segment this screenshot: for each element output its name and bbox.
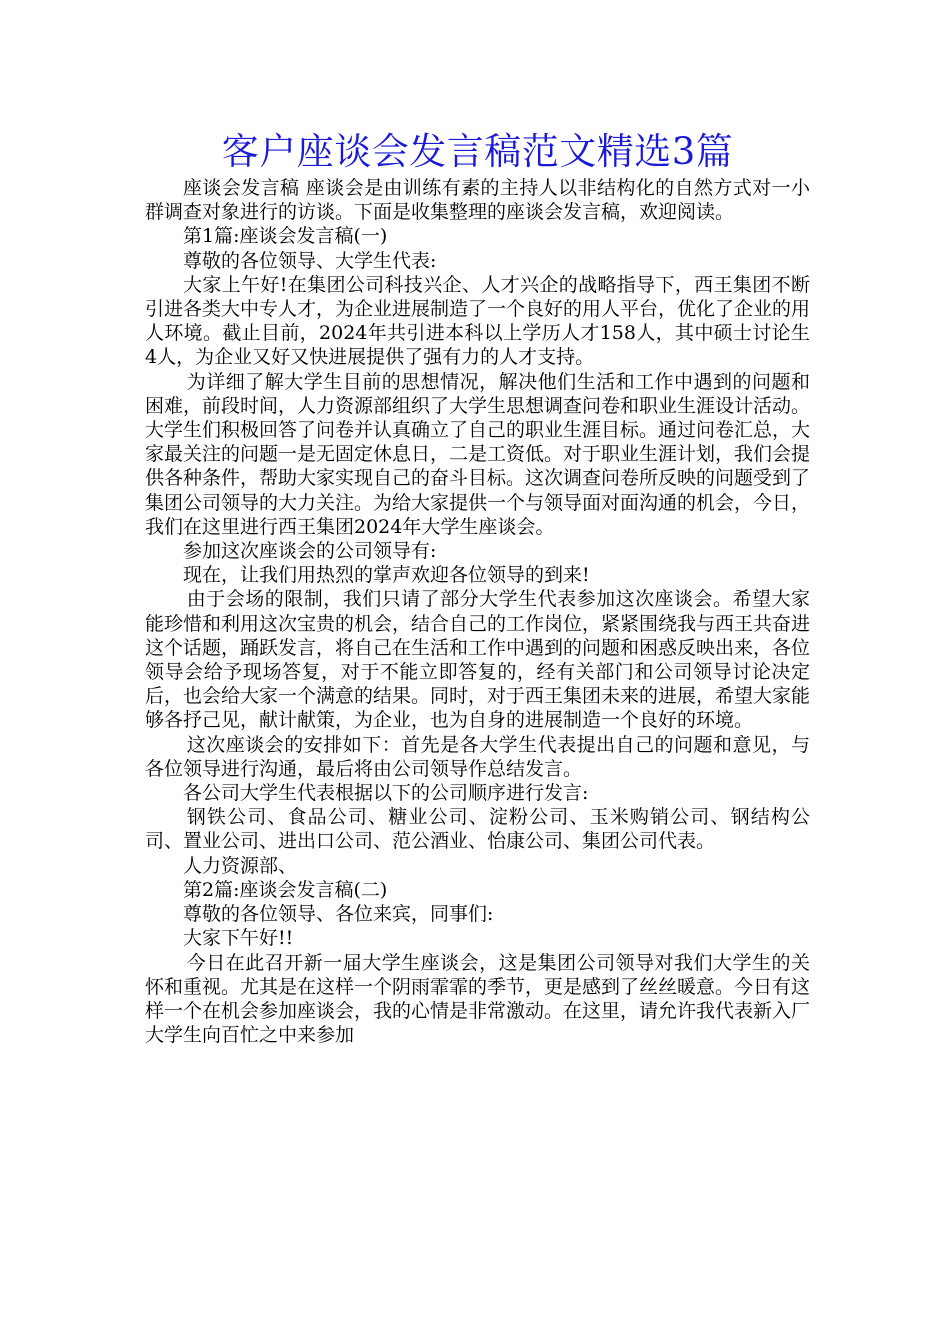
paragraph: 由于会场的限制，我们只请了部分大学生代表参加这次座谈会。希望大家能珍惜和利用这次宝贵的机会，结合自己的工作岗位，紧紧围绕我与西王共奋进这个话题，踊跃发言，将自己在生活和工作中遇到的问题和困惑反映出来，各位领导会给予现场答复，对于不能立即答复的，经有关部门和公司领导讨论决定后，也会给大家一个满意的结果。同时，对于西王集团未来的进展，希望大家能够各抒己见，献计献策，为企业，也为自身的进展制造一个良好的环境。 [145, 588, 811, 732]
paragraph: 现在，让我们用热烈的掌声欢迎各位领导的到来! [183, 564, 590, 587]
company-order-list: 钢铁公司、食品公司、糖业公司、淀粉公司、玉米购销公司、钢结构公司、置业公司、进出口公司、范公酒业、怡康公司、集团公司代表。 [145, 806, 810, 853]
salutation-2: 尊敬的各位领导、各位来宾，同事们: [183, 903, 494, 926]
paragraph-intro: 座谈会发言稿 座谈会是由训练有素的主持人以非结构化的自然方式对一小群调查对象进行的访谈。下面是收集整理的座谈会发言稿，欢迎阅读。 [145, 177, 810, 224]
salutation-1: 尊敬的各位领导、大学生代表: [183, 249, 437, 272]
paragraph: 今日在此召开新一届大学生座谈会，这是集团公司领导对我们大学生的关怀和重视。尤其是在这样一个阴雨霏霏的季节，更是感到了丝丝暖意。今日有这样一个在机会参加座谈会，我的心情是非常激动。在这里，请允许我代表新入厂大学生向百忙之中来参加 [145, 951, 811, 1047]
paragraph: 大家上午好!在集团公司科技兴企、人才兴企的战略指导下，西王集团不断引进各类大中专人才，为企业进展制造了一个良好的用人平台，优化了企业的用人环境。截止目前，2024年共引进本科以上学历人才158人，其中硕士讨论生4人，为企业又好又快进展提供了强有力的人才支持。 [145, 273, 811, 369]
paragraph: 这次座谈会的安排如下：首先是各大学生代表提出自己的问题和意见，与各位领导进行沟通，最后将由公司领导作总结发言。 [145, 733, 810, 780]
document-title: 客户座谈会发言稿范文精选3篇 [221, 130, 734, 173]
signature: 人力资源部、 [183, 854, 298, 877]
document-page [145, 128, 810, 1047]
paragraph: 为详细了解大学生目前的思想情况，解决他们生活和工作中遇到的问题和困难，前段时间，人力资源部组织了大学生思想调查问卷和职业生涯设计活动。大学生们积极回答了问卷并认真确立了自己的职业生涯目标。通过问卷汇总，大家最关注的问题一是无固定休息日，二是工资低。对于职业生涯计划，我们会提供各种条件，帮助大家实现自己的奋斗目标。这次调查问卷所反映的问题受到了集团公司领导的大力关注。为给大家提供一个与领导面对面沟通的机会，今日，我们在这里进行西王集团2024年大学生座谈会。 [145, 370, 811, 538]
document-body [145, 176, 810, 1047]
section-heading-1: 第1篇:座谈会发言稿(一) [183, 225, 388, 248]
greeting: 大家下午好!! [183, 927, 294, 950]
paragraph: 各公司大学生代表根据以下的公司顺序进行发言: [183, 782, 589, 805]
section-heading-2: 第2篇:座谈会发言稿(二) [183, 878, 388, 901]
paragraph: 参加这次座谈会的公司领导有: [183, 540, 437, 563]
